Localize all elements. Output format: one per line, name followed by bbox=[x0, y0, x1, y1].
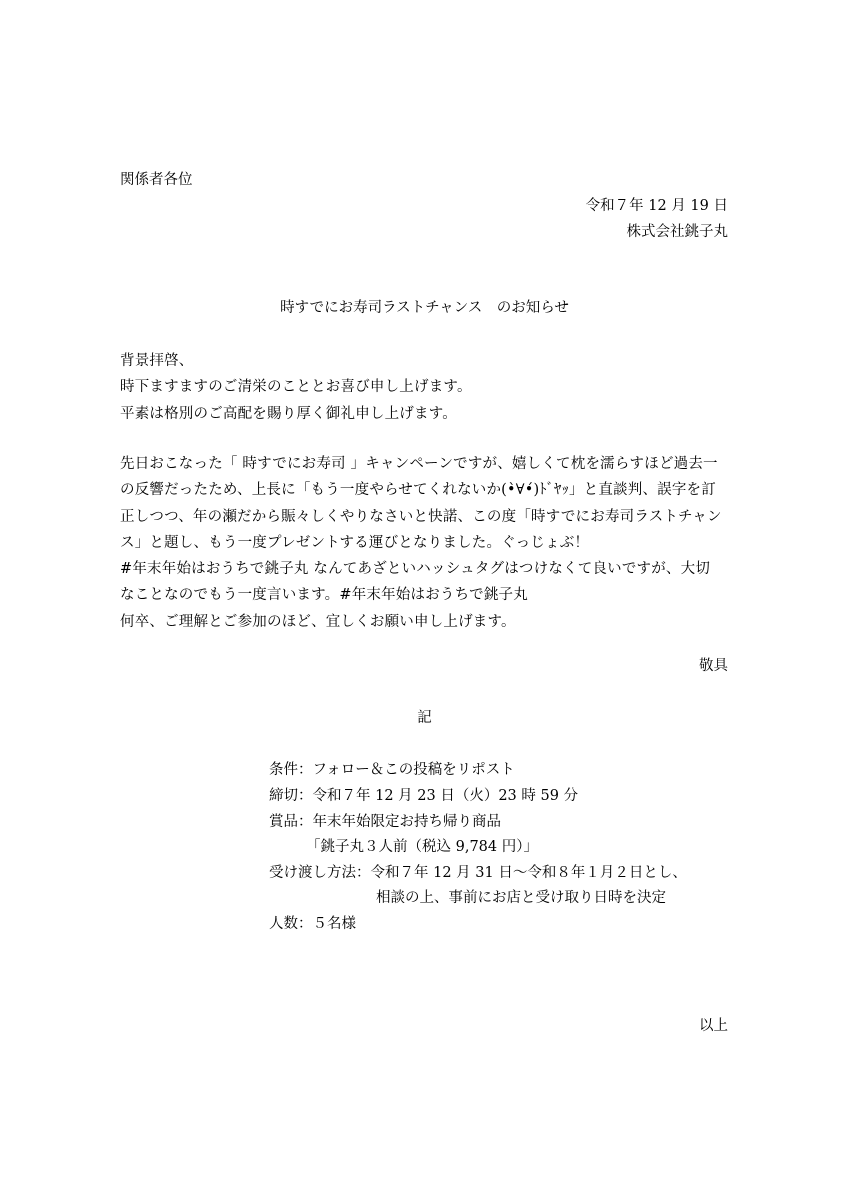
prize-item: 賞品：年末年始限定お持ち帰り商品 bbox=[269, 814, 501, 830]
addressee: 関係者各位 bbox=[120, 172, 193, 188]
body-line: #年末年始はおうちで銚子丸 なんてあざといハッシュタグはつけなくて良いですが、大切 bbox=[120, 561, 711, 578]
closing-keigu: 敬具 bbox=[699, 658, 728, 674]
document-title: 時すでにお寿司ラストチャンス のお知らせ bbox=[280, 300, 569, 316]
body-line: ス」と題し、もう一度プレゼントする運びとなりました。ぐっじょぶ！ bbox=[120, 534, 590, 551]
prize-item-detail: 「銚子丸３人前（税込 9,784 円）」 bbox=[306, 839, 538, 855]
body-block bbox=[120, 451, 732, 635]
delivery-item-detail: 相談の上、事前にお店と受け取り日時を決定 bbox=[376, 890, 666, 906]
body-line: の反響だったため、上長に「もう一度やらせてくれないか(•̀∀•́)ﾄﾞﾔｯ」と直談判、誤字を訂 bbox=[120, 482, 716, 499]
condition-item: 条件：フォロー＆この投稿をリポスト bbox=[269, 762, 515, 778]
company-name: 株式会社銚子丸 bbox=[626, 224, 728, 240]
greeting-line: 時下ますますのご清栄のこととお喜び申し上げます。 bbox=[120, 379, 472, 396]
end-ijou: 以上 bbox=[699, 1018, 728, 1034]
greeting-opening: 背景拝啓、 bbox=[120, 353, 194, 369]
ki-heading: 記 bbox=[417, 710, 432, 726]
body-line: 先日おこなった「 時すでにお寿司 」キャンペーンですが、嬉しくて枕を濡らすほど過去一 bbox=[120, 456, 718, 472]
body-line: 何卒、ご理解とご参加のほど、宜しくお願い申し上げます。 bbox=[120, 613, 516, 630]
delivery-item: 受け渡し方法：令和７年 12 月 31 日～令和８年１月２日とし、 bbox=[269, 865, 687, 881]
count-item: 人数：５名様 bbox=[269, 916, 356, 932]
body-line: なことなのでもう一度言います。#年末年始はおうちで銚子丸 bbox=[120, 587, 528, 604]
deadline-item: 締切：令和７年 12 月 23 日（火）23 時 59 分 bbox=[269, 788, 579, 804]
body-line: 正しつつ、年の瀬だから賑々しくやりなさいと快諾、この度「時すでにお寿司ラストチャン bbox=[120, 508, 722, 525]
document-date: 令和７年 12 月 19 日 bbox=[585, 198, 728, 214]
greeting-line: 平素は格別のご高配を賜り厚く御礼申し上げます。 bbox=[120, 405, 457, 422]
greeting-block bbox=[120, 348, 732, 427]
